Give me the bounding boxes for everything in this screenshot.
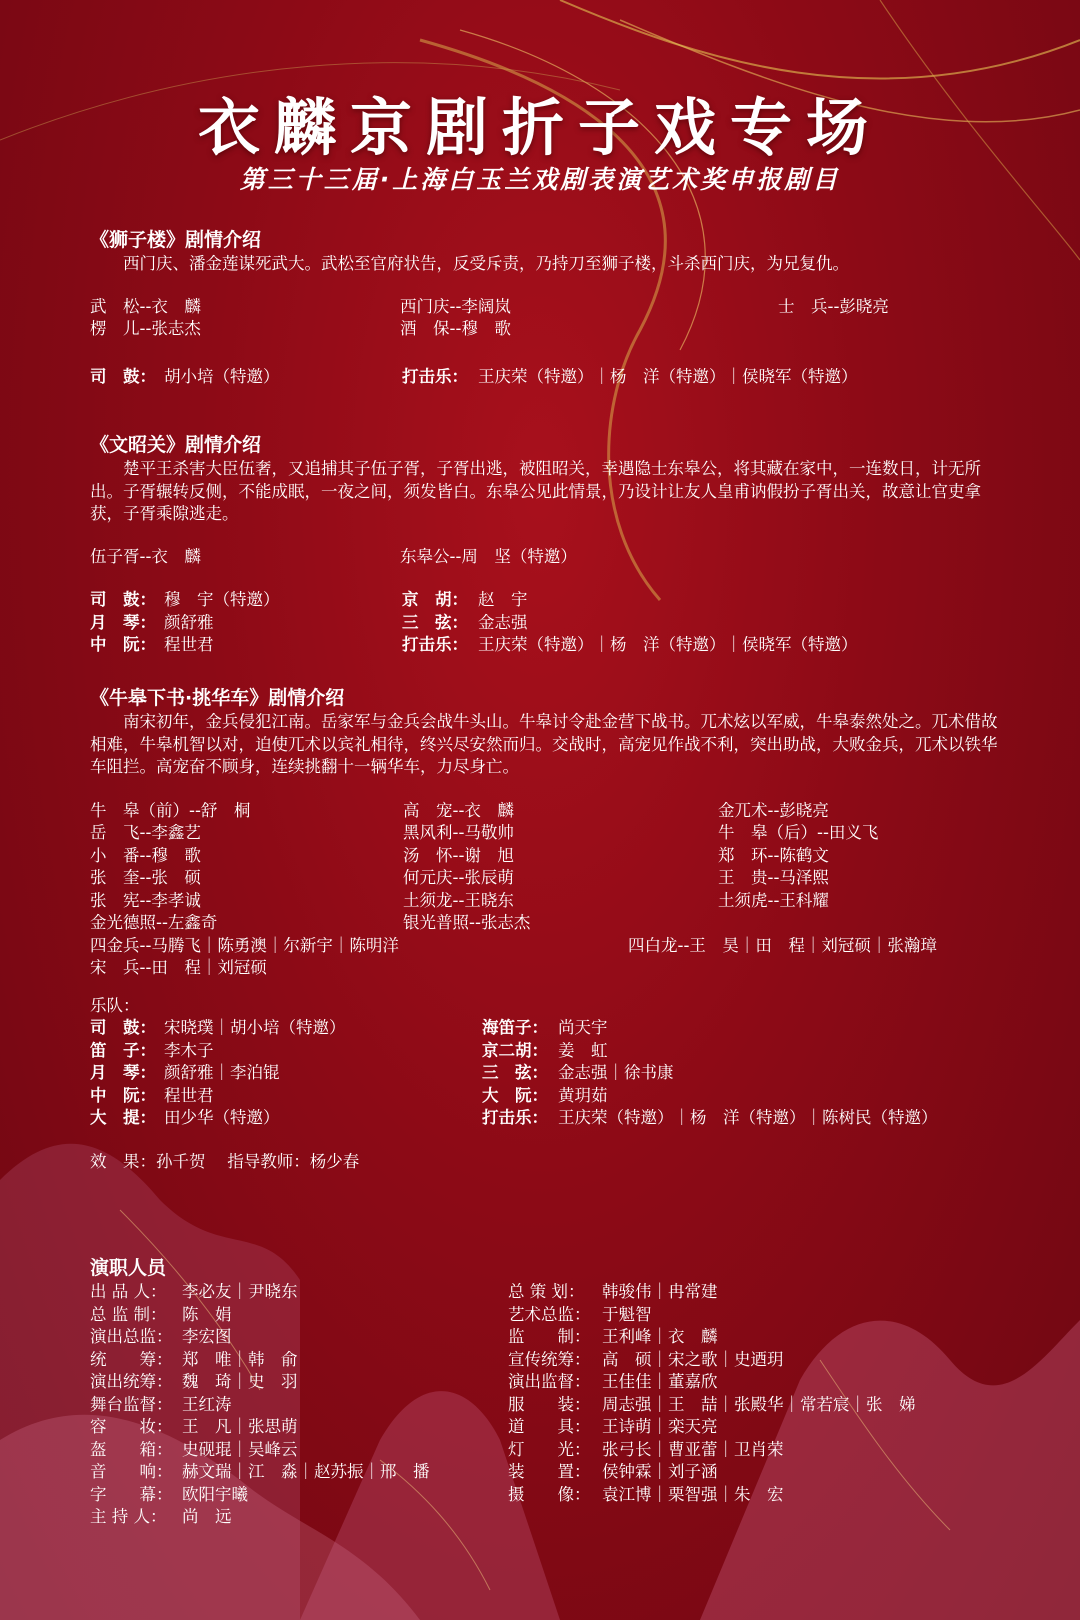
band-role: 三 弦： bbox=[482, 1063, 548, 1082]
staff-names: 陈 娟 bbox=[182, 1304, 232, 1324]
band-role: 月 琴： bbox=[90, 1063, 156, 1082]
staff-names: 王 凡｜张思萌 bbox=[182, 1417, 298, 1436]
staff-row bbox=[90, 1461, 1000, 1484]
staff-row bbox=[90, 1281, 1000, 1304]
staff-role: 道 具： bbox=[508, 1417, 591, 1436]
staff-row bbox=[90, 1416, 1000, 1439]
band-role: 司 鼓： bbox=[90, 366, 156, 386]
staff-role: 总 监 制： bbox=[90, 1304, 167, 1324]
cast-entry: 四白龙--王 昊｜田 程｜刘冠硕｜张瀚璋 bbox=[628, 935, 937, 955]
cast-entry: 金兀术--彭晓亮 bbox=[718, 800, 829, 820]
staff-role: 监 制： bbox=[508, 1327, 591, 1346]
band-row bbox=[90, 634, 1000, 657]
staff-role: 盔 箱： bbox=[90, 1439, 173, 1459]
cast-row bbox=[90, 957, 1000, 980]
cast-entry: 张 奎--张 硕 bbox=[90, 868, 201, 887]
band-role: 打击乐： bbox=[402, 635, 468, 654]
cast-row bbox=[90, 822, 1000, 845]
staff-role: 音 响： bbox=[90, 1462, 173, 1481]
cast-entry: 酒 保--穆 歌 bbox=[400, 319, 511, 338]
staff-role: 演出统筹： bbox=[90, 1372, 173, 1391]
band-role: 海笛子： bbox=[482, 1018, 548, 1037]
cast-entry: 宋 兵--田 程｜刘冠硕 bbox=[90, 958, 267, 977]
band-member: 田少华（特邀） bbox=[164, 1108, 280, 1127]
staff-role: 演出监督： bbox=[508, 1372, 591, 1391]
band-member: 王庆荣（特邀）｜杨 洋（特邀）｜陈树民（特邀） bbox=[558, 1108, 938, 1127]
staff-role: 艺术总监： bbox=[508, 1304, 591, 1324]
play2-heading: 《文昭关》剧情介绍 bbox=[90, 434, 262, 456]
cast-row bbox=[90, 546, 1000, 569]
page-subtitle: 第三十三届·上海白玉兰戏剧表演艺术奖申报剧目 bbox=[239, 165, 841, 194]
cast-entry: 东皋公--周 坚（特邀） bbox=[400, 546, 577, 566]
staff-role: 总 策 划： bbox=[508, 1282, 585, 1301]
cast-entry: 汤 怀--谢 旭 bbox=[403, 845, 514, 865]
band-role: 司 鼓： bbox=[90, 590, 156, 609]
staff-row bbox=[90, 1304, 1000, 1327]
band-member: 金志强｜徐书康 bbox=[558, 1063, 674, 1082]
band-member: 胡小培（特邀） bbox=[164, 366, 280, 386]
staff-role: 容 妆： bbox=[90, 1417, 173, 1436]
staff-row bbox=[90, 1439, 1000, 1462]
cast-entry: 士 兵--彭晓亮 bbox=[778, 296, 889, 316]
staff-names: 袁江博｜栗智强｜朱 宏 bbox=[602, 1484, 784, 1504]
page-title: 衣麟京剧折子戏专场 bbox=[197, 91, 882, 164]
band-role: 月 琴： bbox=[90, 612, 156, 632]
staff-names: 侯钟霖｜刘子涵 bbox=[602, 1462, 718, 1481]
band-role: 大 阮： bbox=[482, 1085, 548, 1105]
cast-row bbox=[90, 800, 1000, 823]
band-role: 笛 子： bbox=[90, 1040, 156, 1060]
staff-row bbox=[90, 1326, 1000, 1349]
staff-row bbox=[90, 1394, 1000, 1417]
staff-role: 统 筹： bbox=[90, 1349, 173, 1369]
cast-entry: 牛 皋（后）--田义飞 bbox=[718, 823, 879, 842]
cast-entry: 黑风利--马敬帅 bbox=[403, 823, 514, 842]
band-role: 中 阮： bbox=[90, 635, 156, 654]
staff-role: 字 幕： bbox=[90, 1484, 173, 1504]
cast-entry: 伍子胥--衣 麟 bbox=[90, 546, 201, 566]
band-row bbox=[90, 612, 1000, 635]
band-row bbox=[90, 366, 1000, 389]
play2-section bbox=[90, 432, 1000, 657]
staff-names: 赫文瑞｜江 淼｜赵苏振｜邢 播 bbox=[182, 1462, 430, 1481]
staff-names: 于魁智 bbox=[602, 1304, 652, 1324]
staff-role: 出 品 人： bbox=[90, 1282, 167, 1301]
band-role: 大 提： bbox=[90, 1108, 156, 1127]
cast-row bbox=[90, 912, 1000, 935]
band-member: 王庆荣（特邀）｜杨 洋（特邀）｜侯晓军（特邀） bbox=[478, 635, 858, 654]
play1-synopsis: 西门庆、潘金莲谋死武大。武松至官府状告，反受斥责，乃持刀至狮子楼，斗杀西门庆，为兄复仇。 bbox=[123, 254, 849, 273]
cast-row bbox=[90, 935, 1000, 958]
band-member: 程世君 bbox=[164, 1085, 214, 1105]
band-role: 中 阮： bbox=[90, 1085, 156, 1105]
cast-entry: 高 宠--衣 麟 bbox=[403, 800, 514, 820]
band-row bbox=[90, 1085, 1000, 1108]
band-role: 京二胡： bbox=[482, 1040, 548, 1060]
play3-synopsis: 南宋初年，金兵侵犯江南。岳家军与金兵会战牛头山。牛皋讨令赴金营下战书。兀术炫以军威，牛皋泰然处之。兀术借故相难，牛皋机智以对，迫使兀术以宾礼相待，终兴尽安然而归。交战时，高宠见作战不利，突出助战，大败金兵，兀术以铁华车阻拦。高宠奋不顾身，连续挑翻十一辆华车，力尽身亡。 bbox=[90, 712, 998, 776]
band-member: 尚天宇 bbox=[558, 1018, 608, 1037]
play1-section bbox=[90, 227, 1000, 388]
band-member: 宋晓璞｜胡小培（特邀） bbox=[164, 1018, 346, 1037]
band-row bbox=[90, 1107, 1000, 1130]
staff-names: 周志强｜王 喆｜张殿华｜常若宸｜张 娣 bbox=[602, 1394, 916, 1414]
staff-names: 尚 远 bbox=[182, 1507, 232, 1526]
band-member: 黄玥茹 bbox=[558, 1085, 608, 1105]
staff-role: 演出总监： bbox=[90, 1327, 173, 1346]
cast-entry: 牛 皋（前）--舒 桐 bbox=[90, 800, 251, 820]
cast-entry: 银光普照--张志杰 bbox=[403, 913, 531, 932]
band-row bbox=[90, 1062, 1000, 1085]
cast-entry: 土须虎--王科耀 bbox=[718, 890, 829, 910]
cast-entry: 土须龙--王晓东 bbox=[403, 890, 514, 910]
band-member: 程世君 bbox=[164, 635, 214, 654]
band-member: 赵 宇 bbox=[478, 590, 528, 609]
cast-row bbox=[90, 296, 1000, 319]
cast-entry: 张 宪--李孝诚 bbox=[90, 890, 201, 910]
staff-row bbox=[90, 1371, 1000, 1394]
band-title: 乐队： bbox=[90, 995, 140, 1015]
band-row bbox=[90, 589, 1000, 612]
staff-names: 高 硕｜宋之歌｜史迺玥 bbox=[602, 1349, 784, 1369]
staff-names: 李宏图 bbox=[182, 1327, 232, 1346]
staff-names: 欧阳宇曦 bbox=[182, 1484, 248, 1504]
staff-names: 魏 琦｜史 羽 bbox=[182, 1372, 298, 1391]
play1-heading: 《狮子楼》剧情介绍 bbox=[90, 229, 262, 251]
cast-row bbox=[90, 867, 1000, 890]
staff-names: 李必友｜尹晓东 bbox=[182, 1282, 298, 1301]
staff-names: 王红涛 bbox=[182, 1394, 232, 1414]
band-role: 司 鼓： bbox=[90, 1018, 156, 1037]
play2-synopsis: 楚平王杀害大臣伍奢，又追捕其子伍子胥，子胥出逃，被阻昭关，幸遇隐士东皋公，将其藏在家中，一连数日，计无所出。子胥辗转反侧，不能成眠，一夜之间，须发皆白。东皋公见此情景，乃设计让友人皇甫讷假扮子胥出关，故意让官吏拿获，子胥乘隙逃走。 bbox=[90, 459, 981, 523]
cast-entry: 王 贵--马泽熙 bbox=[718, 868, 829, 887]
band-role: 打击乐： bbox=[402, 366, 468, 386]
cast-entry: 楞 儿--张志杰 bbox=[90, 319, 201, 338]
band-member: 颜舒雅 bbox=[164, 612, 214, 632]
staff-names: 张弓长｜曹亚蕾｜卫肖荣 bbox=[602, 1439, 784, 1459]
band-member: 姜 虹 bbox=[558, 1040, 608, 1060]
staff-section bbox=[90, 1255, 1000, 1529]
staff-names: 郑 唯｜韩 俞 bbox=[182, 1349, 298, 1369]
staff-role: 灯 光： bbox=[508, 1439, 591, 1459]
band-member: 颜舒雅｜李泊锟 bbox=[164, 1063, 280, 1082]
cast-row bbox=[90, 318, 1000, 341]
cast-row bbox=[90, 890, 1000, 913]
band-member: 穆 宇（特邀） bbox=[164, 590, 280, 609]
staff-role: 主 持 人： bbox=[90, 1507, 167, 1526]
staff-role: 摄 像： bbox=[508, 1484, 591, 1504]
band-member: 金志强 bbox=[478, 612, 528, 632]
cast-entry: 金光德照--左鑫奇 bbox=[90, 913, 218, 932]
play3-section bbox=[90, 685, 1000, 1173]
staff-role: 舞台监督： bbox=[90, 1394, 173, 1414]
effects-line: 效 果：孙千贺 指导教师：杨少春 bbox=[90, 1151, 360, 1171]
staff-names: 王利峰｜衣 麟 bbox=[602, 1327, 718, 1346]
band-row bbox=[90, 1040, 1000, 1063]
staff-names: 王诗萌｜栾天亮 bbox=[602, 1417, 718, 1436]
band-role: 三 弦： bbox=[402, 612, 468, 632]
staff-heading: 演职人员 bbox=[90, 1257, 167, 1279]
staff-names: 韩骏伟｜冉常建 bbox=[602, 1282, 718, 1301]
staff-names: 史砚琨｜吴峰云 bbox=[182, 1439, 298, 1459]
band-role: 打击乐： bbox=[482, 1108, 548, 1127]
staff-role: 装 置： bbox=[508, 1462, 591, 1481]
band-row bbox=[90, 1017, 1000, 1040]
band-member: 王庆荣（特邀）｜杨 洋（特邀）｜侯晓军（特邀） bbox=[478, 366, 858, 386]
band-role: 京 胡： bbox=[402, 590, 468, 609]
cast-entry: 西门庆--李阔岚 bbox=[400, 296, 511, 316]
cast-entry: 武 松--衣 麟 bbox=[90, 296, 201, 316]
cast-entry: 郑 环--陈鹤文 bbox=[718, 845, 829, 865]
cast-entry: 四金兵--马腾飞｜陈勇澳｜尔新宇｜陈明洋 bbox=[90, 935, 399, 955]
cast-row bbox=[90, 845, 1000, 868]
cast-entry: 小 番--穆 歌 bbox=[90, 845, 201, 865]
staff-names: 王佳佳｜董嘉欣 bbox=[602, 1372, 718, 1391]
staff-row bbox=[90, 1349, 1000, 1372]
band-member: 李木子 bbox=[164, 1040, 214, 1060]
play3-heading: 《牛皋下书·挑华车》剧情介绍 bbox=[90, 687, 345, 709]
staff-role: 宣传统筹： bbox=[508, 1349, 591, 1369]
cast-entry: 何元庆--张辰萌 bbox=[403, 868, 514, 887]
cast-entry: 岳 飞--李鑫艺 bbox=[90, 823, 201, 842]
staff-role: 服 装： bbox=[508, 1394, 591, 1414]
staff-row bbox=[90, 1506, 1000, 1529]
staff-row bbox=[90, 1484, 1000, 1507]
